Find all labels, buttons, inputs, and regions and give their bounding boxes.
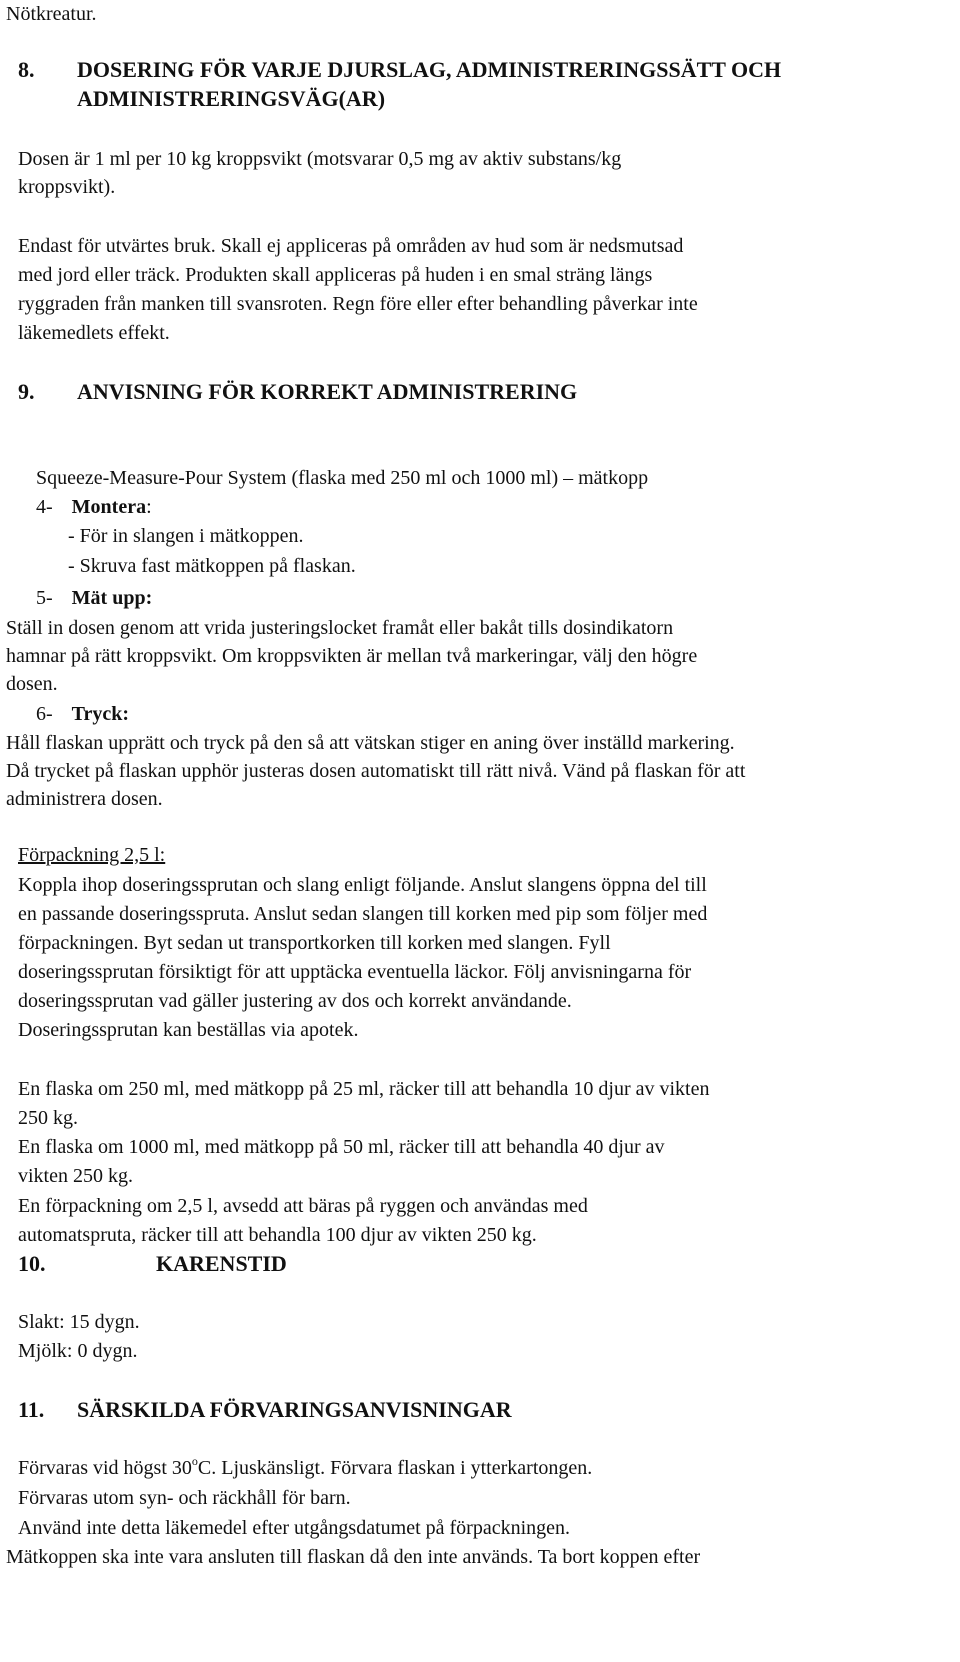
step-5-line: Ställ in dosen genom att vrida justeringslocket framåt eller bakåt tills dosindikatorn [6, 617, 674, 639]
step-5-line: dosen. [6, 673, 58, 695]
section-10-number: 10. [18, 1251, 46, 1276]
section-11-number: 11. [18, 1397, 45, 1422]
degree-superscript: o [191, 1454, 198, 1468]
package-line: doseringssprutan försiktigt för att upptäcka eventuella läckor. Följ anvisningarna för [18, 961, 692, 983]
storage-temp-text: Förvaras vid högst 30 [18, 1457, 192, 1479]
bottle-line: automatspruta, räcker till att behandla 100 djur av vikten 250 kg. [18, 1224, 537, 1246]
withdrawal-slaughter: Slakt: 15 dygn. [18, 1311, 140, 1333]
step-4-item: - För in slangen i mätkoppen. [68, 525, 304, 547]
storage-temperature-line [18, 1454, 592, 1483]
section-8-dose-line: Dosen är 1 ml per 10 kg kroppsvikt (motsvarar 0,5 mg av aktiv substans/kg [18, 148, 622, 170]
bottle-line: vikten 250 kg. [18, 1165, 133, 1187]
step-4-item: - Skruva fast mätkoppen på flaskan. [68, 555, 356, 577]
step-6-line: Håll flaskan upprätt och tryck på den så att vätskan stiger en aning över inställd markering. [6, 732, 735, 754]
intro-tail-text: Nötkreatur. [6, 3, 97, 25]
package-line: en passande doseringsspruta. Anslut sedan slangen till korken med pip som följer med [18, 903, 708, 925]
step-4-title: Montera [71, 496, 147, 518]
step-6-line: administrera dosen. [6, 788, 163, 810]
section-8-usage-line: läkemedlets effekt. [18, 322, 170, 344]
section-10-title: KARENSTID [156, 1251, 287, 1276]
package-line: doseringssprutan vad gäller justering av dos och korrekt användande. [18, 990, 572, 1012]
section-8-number: 8. [18, 57, 35, 82]
withdrawal-milk: Mjölk: 0 dygn. [18, 1340, 138, 1362]
step-5-line: hamnar på rätt kroppsvikt. Om kroppsvikten är mellan två markeringar, välj den högre [6, 645, 698, 667]
section-11-title: SÄRSKILDA FÖRVARINGSANVISNINGAR [77, 1397, 512, 1422]
step-5-title: Mät upp: [71, 587, 153, 609]
bottle-line: 250 kg. [18, 1107, 78, 1129]
bottle-line: En flaska om 250 ml, med mätkopp på 25 ml, räcker till att behandla 10 djur av vikten [18, 1078, 710, 1100]
package-heading: Förpackning 2,5 l: [18, 844, 166, 866]
section-8-usage-line: ryggraden från manken till svansroten. Regn före eller efter behandling påverkar inte [18, 293, 698, 315]
section-8-title-line1: DOSERING FÖR VARJE DJURSLAG, ADMINISTRERINGSSÄTT OCH [77, 57, 782, 82]
storage-line: Använd inte detta läkemedel efter utgångsdatumet på förpackningen. [18, 1517, 571, 1539]
step-6-title: Tryck: [71, 703, 130, 725]
bottle-line: En flaska om 1000 ml, med mätkopp på 50 ml, räcker till att behandla 40 djur av [18, 1136, 665, 1158]
step-5-number: 5- [36, 587, 53, 609]
storage-temp-rest: C. Ljuskänsligt. Förvara flaskan i ytterkartongen. [197, 1457, 593, 1479]
storage-line: Förvaras utom syn- och räckhåll för barn. [18, 1487, 351, 1509]
section-9-title: ANVISNING FÖR KORREKT ADMINISTRERING [77, 379, 578, 404]
step-4-colon: : [146, 496, 152, 518]
package-line: förpackningen. Byt sedan ut transportkorken till korken med slangen. Fyll [18, 932, 611, 954]
system-description: Squeeze-Measure-Pour System (flaska med 250 ml och 1000 ml) – mätkopp [36, 467, 649, 489]
section-8-title-line2: ADMINISTRERINGSVÄG(AR) [77, 86, 386, 111]
section-9-number: 9. [18, 379, 35, 404]
step-4-number: 4- [36, 496, 53, 518]
section-8-usage-line: Endast för utvärtes bruk. Skall ej appliceras på områden av hud som är nedsmutsad [18, 235, 684, 257]
bottle-line: En förpackning om 2,5 l, avsedd att bäras på ryggen och användas med [18, 1195, 588, 1217]
step-6-number: 6- [36, 703, 53, 725]
storage-line: Mätkoppen ska inte vara ansluten till flaskan då den inte används. Ta bort koppen efter [6, 1546, 701, 1568]
section-8-dose-line: kroppsvikt). [18, 176, 116, 198]
section-8-usage-line: med jord eller träck. Produkten skall appliceras på huden i en smal sträng längs [18, 264, 653, 286]
package-line: Koppla ihop doseringssprutan och slang enligt följande. Anslut slangens öppna del till [18, 874, 707, 896]
package-line: Doseringssprutan kan beställas via apotek. [18, 1019, 359, 1041]
step-6-line: Då trycket på flaskan upphör justeras dosen automatiskt till rätt nivå. Vänd på flaskan för att [6, 760, 746, 782]
